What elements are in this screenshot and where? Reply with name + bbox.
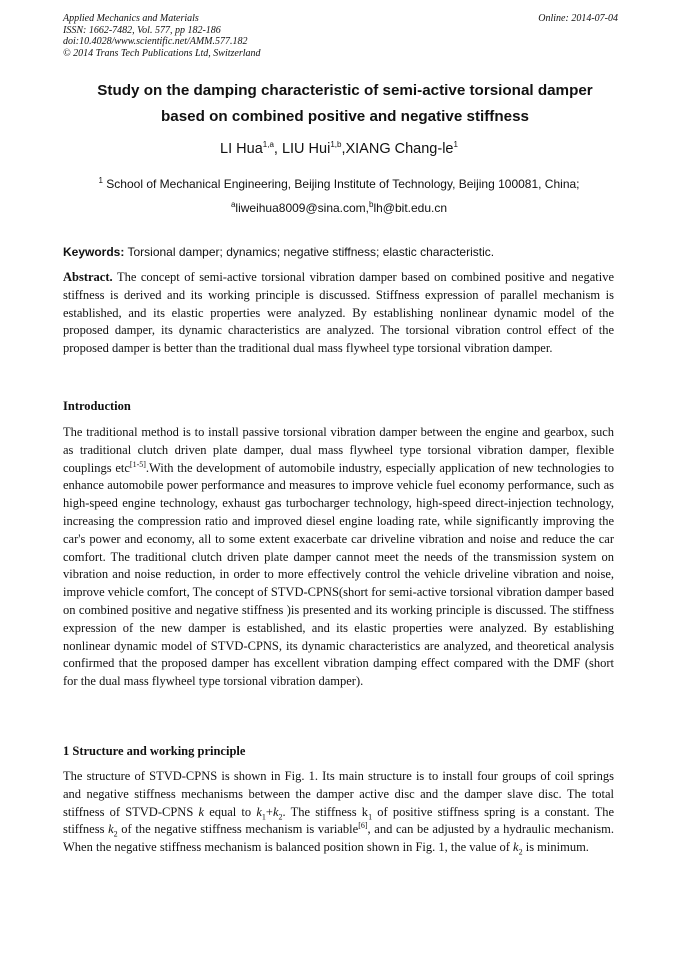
intro-text-1: The traditional method is to install passive torsional vibration damper between the engine and gearbox, such as traditional clutch driven plate damper, dual mass flywheel type torsional vibration damper, flexible couplings etc [63, 425, 614, 475]
introduction-heading: Introduction [63, 399, 131, 413]
sym-sub: 2 [518, 847, 523, 857]
section1-heading: 1 Structure and working principle [63, 744, 246, 758]
journal-header [63, 13, 261, 59]
intro-text-2: .With the development of automobile industry, especially application of new technologies to enhance automobile power performance and measures to improve vehicle fuel economy performance, such as high-speed engine technology, exhaust gas turbocharger technology, high-speed direct-injection technology, increasing the compression ratio and improved diesel engine loading rate, while significantly improving the car's power and economy, all to some extent exacerbate car driveline vibration and noise and reduce the car comfort. The traditional clutch driven plate damper cannot meet the needs of the transmission system on vibration and noise reduction, in order to more effectively control the vehicle driveline vibration and noise, improve vehicle comfort, The concept of STVD-CPNS(short for semi-active torsional vibration damper based on combined positive and negative stiffness )is presented and its working principle is discussed. The stiffness expression of the new damper is established, and its elastic properties were analyzed. By establishing nonlinear dynamic model of STVD-CPNS, its dynamic characteristics are analyzed, and theoretical analysis confirmed that the proposed damper has excellent vibration damping effect compared with the DMF (short for the dual mass flywheel type torsional vibration damper). [63, 460, 614, 689]
email-sup-b: b [369, 200, 374, 209]
intro-citation: [1-5] [129, 459, 146, 469]
affiliation-text: School of Mechanical Engineering, Beijing Institute of Technology, Beijing 100081, China; [106, 177, 580, 191]
sym-sub: 2 [113, 829, 118, 839]
sym-k: k [108, 822, 114, 837]
author-sup: 1,b [330, 140, 342, 150]
sym-sub: 1 [368, 812, 373, 822]
keywords-label: Keywords: [63, 245, 125, 259]
email-b: lh@bit.edu.cn [373, 201, 448, 215]
author-name: LI Hua [220, 141, 263, 157]
author-name: XIANG Chang-le [345, 141, 454, 157]
email-a: liweihua8009@sina.com, [235, 201, 370, 215]
sym-k: k [513, 840, 519, 855]
email-sup-a: a [230, 200, 236, 209]
abstract [63, 269, 614, 358]
sym-sub: 2 [278, 812, 283, 822]
author-sup: 1,a [262, 140, 274, 150]
keywords [63, 245, 494, 259]
paper-title-line2: based on combined positive and negative stiffness [161, 108, 529, 125]
doi-line: doi:10.4028/www.scientific.net/AMM.577.182 [63, 36, 248, 47]
section1-paragraph [63, 768, 614, 857]
author-list [0, 141, 678, 157]
affiliation [0, 177, 678, 191]
sec1-text: of the negative stiffness mechanism is variable [117, 822, 359, 837]
author-sep: , [341, 141, 346, 157]
sec1-text: of positive stiffness spring is a constant. The stiffness [63, 804, 615, 837]
sym-k: k [198, 804, 205, 819]
copyright-line: © 2014 Trans Tech Publications Ltd, Switzerland [63, 47, 261, 59]
sym-sub: 1 [261, 812, 266, 822]
paper-title-line1: Study on the damping characteristic of semi-active torsional damper [97, 82, 593, 99]
sym-k: k [256, 804, 262, 819]
sec1-text: equal to [204, 804, 257, 819]
online-date: Online: 2014-07-04 [538, 13, 618, 24]
author-name: LIU Hui [281, 141, 331, 157]
sym-k: k [272, 804, 279, 819]
introduction-paragraph [63, 424, 614, 691]
author-sup: 1 [453, 140, 458, 150]
sec1-text: is minimum. [522, 840, 589, 855]
author-sep: , [273, 141, 282, 157]
abstract-text: The concept of semi-active torsional vibration damper based on combined positive and negative stiffness is derived and its working principle is discussed. Stiffness expression of parallel mechanism is established, and its elastic properties were analyzed. By establishing nonlinear dynamic model of the proposed damper, its dynamic characteristics are analyzed. The torsional vibration control effect of the proposed damper is better than the traditional dual mass flywheel type torsional vibration damper. [63, 270, 614, 356]
sec1-text: The structure of STVD-CPNS is shown in Fig. 1. Its main structure is to install four groups of coil springs and negative stiffness mechanisms between the damper active disc and the damper slave disc. The total stiffness of STVD-CPNS [63, 769, 614, 819]
affiliation-sup: 1 [98, 176, 103, 185]
sec1-text: , and can be adjusted by a hydraulic mechanism. When the negative stiffness mechanism is balanced position shown in Fig. 1, the value of [63, 822, 614, 855]
journal-name: Applied Mechanics and Materials [63, 13, 199, 24]
issn-line: ISSN: 1662-7482, Vol. 577, pp 182-186 [63, 24, 221, 36]
sym-plus: + [265, 804, 273, 819]
keywords-text: Torsional damper; dynamics; negative stiffness; elastic characteristic. [127, 245, 495, 259]
sec1-citation: [6] [358, 821, 368, 831]
sec1-text: . The stiffness k [282, 804, 369, 819]
abstract-label: Abstract. [63, 270, 113, 284]
author-emails [0, 201, 678, 215]
